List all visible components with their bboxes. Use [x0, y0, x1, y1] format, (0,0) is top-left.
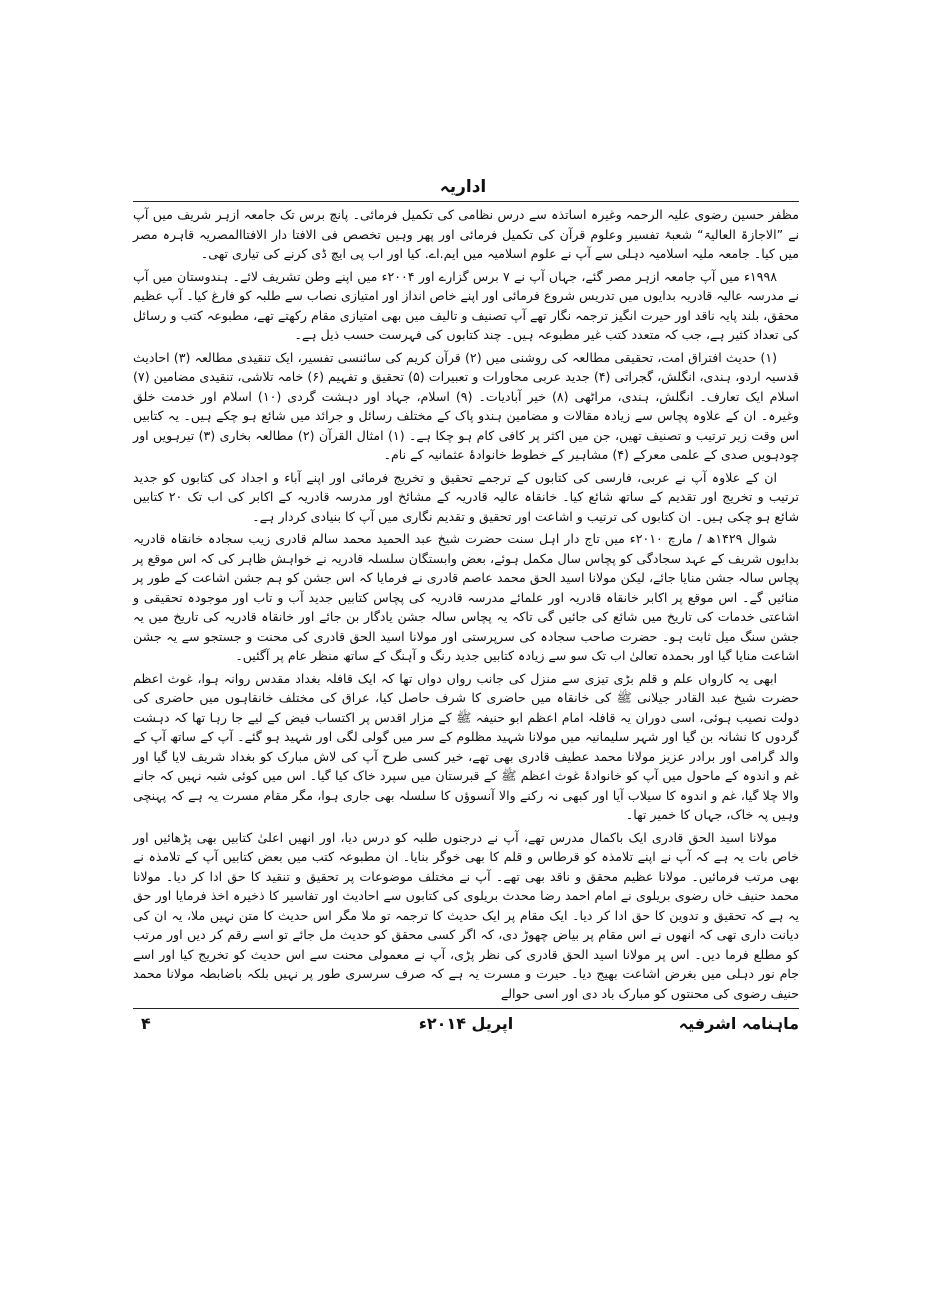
paragraph: ابھی یہ کارواں علم و قلم بڑی تیزی سے منزل کی جانب رواں دواں تھا کہ ایک قافلہ بغداد مقدس روانہ ہوا، غوث اعظم حضرت شیخ عبد القادر جیلانی ﷺ کی خانقاہ میں حاضری کا شرف حاصل کیا، عراق کی مختلف خانقاہوں میں حاضری کی دولت نصیب ہوئی، اسی دوران یہ قافلہ امام اعظم ابو حنیفہ ﷺ کے مزار اقدس پر اکتساب فیض کے لیے جا رہا تھا کہ دہشت گردوں کا نشانہ بن گیا اور شہر سلیمانیہ میں مولانا شہید مظلوم کے سر میں گولی لگی اور شہید ہو گئے۔ آپ کے ساتھ آپ کے والد گرامی اور برادر عزیز مولانا محمد عطیف قادری بھی تھے، خیر کسی طرح آپ کی لاش مبارک کو بغداد شریف لایا گیا اور غم و اندوہ کے ماحول میں آپ کو خانوادۂ غوث اعظم ﷺ کے قبرستان میں سپرد خاک کیا گیا۔ اس میں کوئی شبہ نہیں کہ جانے والا چلا گیا، غم و اندوہ کا سیلاب آیا اور کبھی نہ رکنے والا آنسوؤں کا سلسلہ بھی جاری ہوا، مگر مقام مسرت یہ ہے کہ پہنچی وہیں پہ خاک، جہاں کا خمیر تھا۔: [133, 670, 799, 822]
paragraph: مولانا اسید الحق قادری ایک باکمال مدرس تھے، آپ نے درجنوں طلبہ کو درس دیا، اور انھیں اعلیٰ کتابیں بھی پڑھائیں اور خاص بات یہ ہے کہ آپ نے اپنے تلامذہ کو قرطاس و قلم کا بھی خوگر بنایا۔ ان مطبوعہ کتب میں بعض کتابیں آپ کے تلامذہ نے بھی مرتب فرمائیں۔ مولانا عظیم محقق و ناقد بھی تھے۔ آپ نے مختلف موضوعات پر تحقیق و تنقید کا حق ادا کر دیا۔ مولانا محمد حنیف خاں رضوی بریلوی نے امام احمد رضا محدث بریلوی کی کتابوں سے احادیث اور تفاسیر کا ذخیرہ اخذ فرمایا اور حق یہ ہے کہ تحقیق و تدوین کا حق ادا کر دیا۔ ایک مقام پر ایک حدیث کا ترجمہ تو ملا مگر اس حدیث کا متن نہیں ملا، یہ ان کی دیانت داری تھی کہ انھوں نے اس مقام پر بیاض چھوڑ دی، کہ اگر کسی محقق کو حدیث مل جائے تو اسے رقم کر دیں اور مرتب کو مطلع فرما دیں۔ اس پر مولانا اسید الحق قادری کی نظر پڑی، آپ نے معمولی محنت سے اس حدیث کو تخریج کیا اور اسے جام نور دہلی میں بغرض اشاعت بھیج دیا۔ حیرت و مسرت یہ ہے کہ صرف سرسری طور پر نہیں بلکہ باضابطہ مولانا محمد حنیف رضوی کی محنتوں کو مبارک باد دی اور اسی حوالے: [133, 829, 799, 1001]
paragraph: ان کے علاوہ آپ نے عربی، فارسی کی کتابوں کے ترجمے تحقیق و تخریج فرمائی اور اپنے آباء و اجداد کی کتابوں کو جدید ترتیب و تخریج اور تقدیم کے ساتھ شائع کیا۔ خانقاہ عالیہ قادریہ کے مشائخ اور مدرسہ قادریہ کے اکابر کی اب تک ۲۰ کتابیں شائع ہو چکی ہیں۔ ان کتابوں کی ترتیب و اشاعت اور تحقیق و تقدیم نگاری میں آپ کا بنیادی کردار ہے۔: [133, 469, 799, 524]
paragraph: (۱) حدیث افتراق امت، تحقیقی مطالعہ کی روشنی میں (۲) قرآن کریم کی سائنسی تفسیر، ایک تنقیدی مطالعہ (۳) احادیث قدسیہ اردو، ہندی، انگلش، گجراتی (۴) جدید عربی محاورات و تعبیرات (۵) تحقیق و تفہیم (۶) خامہ تلاشی، تنقیدی مضامین (۷) اسلام ایک تعارف۔ انگلش، ہندی، مراٹھی (۸) خیر آبادیات۔ (۹) اسلام، جہاد اور دہشت گردی (۱۰) اسلام اور خدمت خلق وغیرہ۔ ان کے علاوہ پچاس سے زیادہ مقالات و مضامین ہندو پاک کے مختلف رسائل و جرائد میں شائع ہو چکے ہیں۔ یہ کتابیں اس وقت زیر ترتیب و تصنیف تھیں، جن میں اکثر پر کافی کام ہو چکا ہے۔ (۱) امثال القرآن (۲) مطالعہ بخاری (۳) تیرہویں اور چودہویں صدی کے علمی معرکے (۴) مشاہیر کے خطوط خانوادۂ عثمانیہ کے نام۔: [133, 349, 800, 462]
page-number: ۴: [141, 1014, 151, 1033]
magazine-name: ماہنامہ اشرفیہ: [678, 1014, 799, 1033]
paragraph: شوال ۱۴۲۹ھ / مارچ ۲۰۱۰ء میں تاج دار اہل سنت حضرت شیخ عبد الحمید محمد سالم قادری زیب سجادہ خانقاہ قادریہ بدایوں شریف کے عہد سجادگی کو پچاس سال مکمل ہوئے، بعض وابستگان سلسلہ قادریہ نے خواہش ظاہر کی کہ اس موقع پر پچاس سالہ جشن منایا جائے، لیکن مولانا اسید الحق محمد عاصم قادری نے فرمایا کہ اس جشن کو ہم جشن اشاعت کے طور پر منائیں گے۔ اس موقع پر اکابر خانقاہ قادریہ اور علمائے مدرسہ قادریہ کی پچاس کتابیں جدید آب و تاب اور موجودہ تحقیقی و اشاعتی خدمات کی تاریخ میں شائع کی جائیں گی تاکہ یہ پچاس سالہ جشن یادگار بن جائے اور خانقاہ قادریہ کی تاریخ میں یہ جشن سنگ میل ثابت ہو۔ حضرت صاحب سجادہ کی سرپرستی اور مولانا اسید الحق قادری کی محنت و جستجو سے یہ جشن اشاعت منایا گیا اور بحمدہ تعالیٰ اب تک سو سے زیادہ کتابیں جدید رنگ و آہنگ کے ساتھ منظر عام پر آگئیں۔: [133, 531, 799, 663]
issue-date: اپریل ۲۰۱۴ء: [418, 1014, 514, 1033]
page-header-title: اداریہ: [439, 177, 487, 197]
footer-rule: [133, 1008, 799, 1009]
paragraph: مظفر حسین رضوی علیہ الرحمہ وغیرہ اساتذہ سے درس نظامی کی تکمیل فرمائی۔ پانچ برس تک جامعہ ازہر شریف میں آپ نے ”الاجازۃ العالیۃ“ شعبۂ تفسیر وعلوم قرآن کی تکمیل فرمائی اور پھر وہیں تخصص فی الافتا دار الافتاالمصریہ قاہرہ مصر میں کیا۔ جامعہ ملیہ اسلامیہ دہلی سے آپ نے علوم اسلامیہ میں ایم.اے. کیا اور اب پی ایچ ڈی کرنے کی تیاری تھی۔: [133, 207, 799, 261]
page-footer: [133, 1014, 799, 1040]
paragraph: ۱۹۹۸ء میں آپ جامعہ ازہر مصر گئے، جہاں آپ نے ۷ برس گزارے اور ۲۰۰۴ء میں اپنے وطن تشریف لائے۔ ہندوستان میں آپ نے مدرسہ عالیہ قادریہ بدایوں میں تدریس شروع فرمائی اور اپنے خاص انداز اور امتیازی نصاب سے طلبہ کو فارغ کیا۔ آپ عظیم محقق، بلند پایہ ناقد اور حیرت انگیز ترجمہ نگار تھے آپ تصنیف و تالیف میں بھی امتیازی مقام رکھتے تھے، مطبوعہ کتب و رسائل کی تعداد کثیر ہے، جب کہ متعدد کتب غیر مطبوعہ ہیں۔ چند کتابوں کی فہرست حسب ذیل ہے۔: [133, 268, 799, 342]
header-rule: [133, 201, 799, 202]
article-body: [133, 205, 799, 1006]
